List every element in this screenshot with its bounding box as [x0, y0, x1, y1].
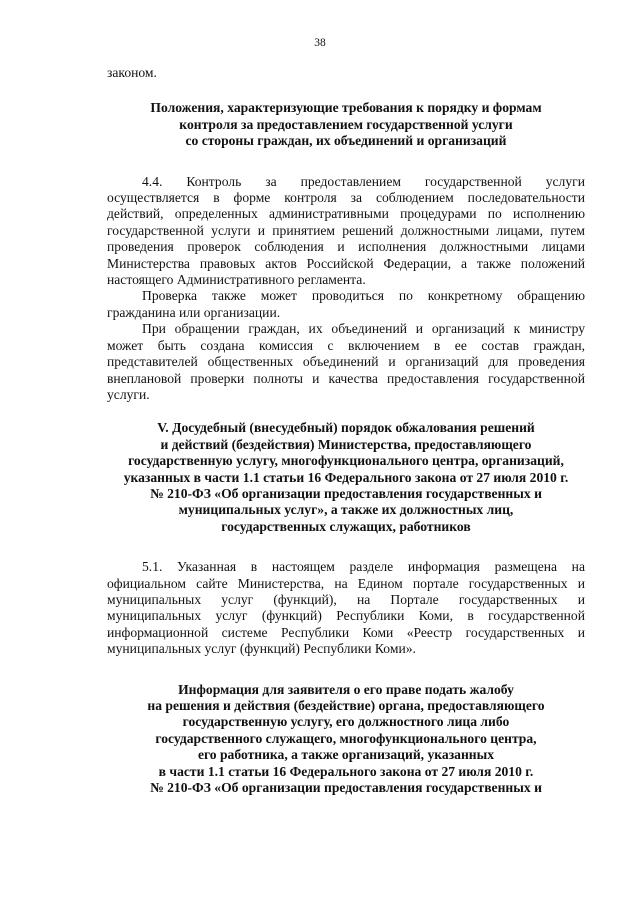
heading-line: № 210-ФЗ «Об организации предоставления государственных и — [150, 485, 542, 501]
paragraph-line: При обращении граждан, их объединений и организаций к министру — [142, 321, 585, 337]
heading-line: государственную услугу, многофункционального центра, организаций, — [128, 453, 564, 469]
heading-line: его работника, а также организаций, указанных — [197, 747, 495, 763]
paragraph-5-1 — [107, 559, 585, 657]
paragraph-line: 5.1. Указанная в настоящем разделе информация размещена на — [142, 559, 585, 575]
heading-line: контроля за предоставлением государственной услуги — [179, 116, 513, 132]
paragraph-line: действий, определенных административными процедурами по исполнению — [107, 206, 585, 222]
heading-line: муниципальных услуг», а также их должностных лиц, — [178, 502, 514, 518]
paragraph-line: Проверка также может проводиться по конкретному обращению — [142, 288, 585, 304]
heading-line: государственных служащих, работников — [221, 518, 471, 534]
heading-line: государственного служащего, многофункционального центра, — [155, 730, 537, 746]
heading-line: государственную услугу, его должностного лица либо — [182, 714, 510, 730]
paragraph-line: может быть создана комиссия с включением в ее состав граждан, — [107, 337, 585, 353]
paragraph-line: услуги. — [107, 386, 150, 402]
section-v-heading — [107, 420, 585, 535]
page-number: 38 — [314, 37, 326, 49]
control-section-heading — [107, 100, 585, 149]
paragraph-line: Министерства правовых актов Российской Федерации, а также положений — [107, 255, 585, 271]
paragraph-line: муниципальных услуг (функций), на Портале государственных и — [107, 591, 585, 607]
info-section-heading — [107, 682, 585, 797]
paragraph-line: государственной услуги и принятием решений должностными лицами, путем — [107, 222, 585, 238]
paragraph-line: муниципальных услуг (функций) Республики Коми, в государственной — [107, 608, 585, 624]
paragraph-line: представителей общественных объединений и организаций для проведения — [107, 354, 585, 370]
paragraph-line: внеплановой проверки полноты и качества предоставления государственной — [107, 370, 585, 386]
paragraph-line: осуществляется в форме контроля за соблюдением последовательности — [107, 190, 585, 206]
paragraph-line: муниципальных услуг (функций) Республики Коми». — [107, 641, 416, 657]
heading-line: и действий (бездействия) Министерства, предоставляющего — [160, 436, 532, 452]
heading-line: в части 1.1 статьи 16 Федерального закона от 27 июля 2010 г. — [158, 763, 534, 779]
intro-line: законом. — [107, 65, 157, 80]
heading-line: на решения и действия (бездействие) органа, предоставляющего — [147, 698, 545, 713]
heading-line: указанных в части 1.1 статьи 16 Федерального закона от 27 июля 2010 г. — [123, 469, 569, 485]
paragraph-line: проведения проверок соблюдения и исполнения должностными лицами — [107, 239, 585, 255]
paragraph-line: официальном сайте Министерства, на Едином портале государственных и — [107, 575, 585, 591]
paragraph-commission — [107, 321, 585, 403]
page-content — [107, 65, 585, 796]
paragraph-check — [107, 288, 585, 321]
paragraph-4-4 — [107, 174, 585, 289]
heading-line: Информация для заявителя о его праве подать жалобу — [178, 681, 514, 697]
paragraph-line: гражданина или организации. — [107, 304, 281, 320]
paragraph-line: настоящего Административного регламента. — [107, 272, 366, 288]
heading-line: № 210-ФЗ «Об организации предоставления государственных и — [150, 780, 542, 796]
paragraph-line: 4.4. Контроль за предоставлением государственной услуги — [142, 173, 585, 189]
paragraph-line: информационной системе Республики Коми «Реестр государственных и — [107, 624, 585, 640]
heading-line: со стороны граждан, их объединений и организаций — [185, 133, 507, 149]
heading-line: Положения, характеризующие требования к порядку и формам — [150, 100, 542, 116]
heading-line: V. Досудебный (внесудебный) порядок обжалования решений — [157, 420, 535, 436]
